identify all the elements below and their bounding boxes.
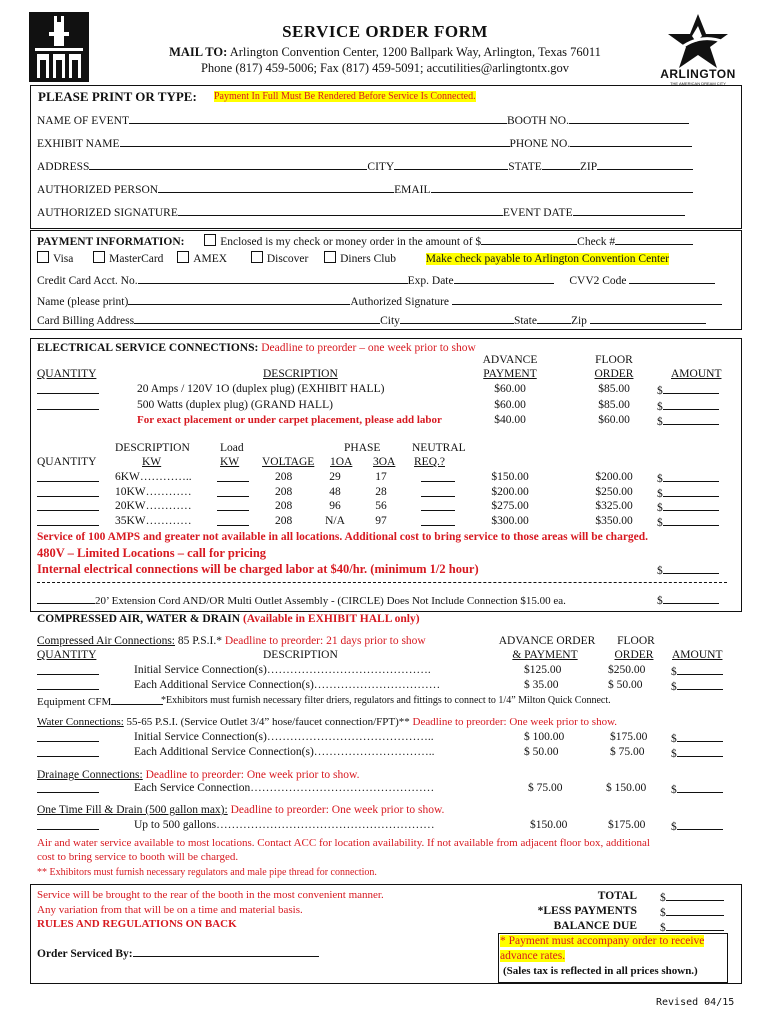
- authorized-person-label: AUTHORIZED PERSON: [37, 184, 159, 196]
- fill-line: [37, 804, 444, 816]
- less-payments-label: *LESS PAYMENTS: [537, 905, 637, 917]
- billing-zip-field[interactable]: [590, 313, 706, 324]
- dashed-divider: [37, 582, 727, 583]
- email-label: EMAIL: [394, 184, 431, 196]
- kw-neutral: [421, 486, 455, 500]
- drain-adv: $ 75.00: [528, 782, 563, 794]
- form-title: SERVICE ORDER FORM: [282, 22, 488, 41]
- air-amt-field[interactable]: [677, 664, 723, 675]
- note-100amp: Service of 100 AMPS and greater not available in all locations. Additional cost to bring service to those areas will be charged.: [37, 531, 649, 543]
- air-desc: Initial Service Connection(s)…………………………………….: [134, 664, 431, 676]
- payment-accompany-1: * Payment must accompany order to receive: [500, 935, 705, 947]
- cfm-note: *Exhibitors must furnish necessary filter driers, regulators and fittings to connect to 1/4” Milton Quick Connect.: [161, 695, 611, 706]
- city-field[interactable]: [394, 159, 508, 170]
- state-label: STATE: [508, 161, 542, 173]
- ext-amt-field[interactable]: [663, 593, 719, 604]
- elec-amt-sign: $: [657, 416, 663, 428]
- air-note-1: Air and water service available to most locations. Contact ACC for location availability. If not available from adjacent floor box, additional: [37, 837, 650, 849]
- water-qty-field[interactable]: [37, 731, 99, 742]
- elec-qty-field[interactable]: [37, 399, 99, 410]
- elec-order-head: ORDER: [594, 368, 634, 380]
- enclosed-amount-field[interactable]: [481, 234, 577, 245]
- note-480v: 480V – Limited Locations – call for pricing: [37, 546, 267, 560]
- water-amt: [671, 731, 723, 745]
- address-field[interactable]: [89, 159, 367, 170]
- exhibit-name-label: EXHIBIT NAME: [37, 138, 120, 150]
- balance-due-label: BALANCE DUE: [553, 920, 637, 932]
- fill-desc: Up to 500 gallons…………………………………………………: [134, 819, 435, 831]
- kw-floor: $350.00: [595, 514, 633, 527]
- elec-qty-field[interactable]: [37, 383, 99, 394]
- kw-3oa-head: 3OA: [373, 456, 396, 468]
- air-desc: Each Additional Service Connection(s)……………………………: [134, 679, 441, 691]
- total-label: TOTAL: [597, 890, 637, 902]
- water-qty: [37, 731, 99, 745]
- air-qty: [37, 664, 99, 678]
- water-amt: [671, 746, 723, 760]
- kw-voltage-head: VOLTAGE: [262, 456, 315, 468]
- kw-qty: [37, 471, 99, 485]
- water-floor: $175.00: [610, 731, 648, 743]
- auth-sig-field[interactable]: [452, 294, 722, 305]
- kw-floor: $200.00: [595, 471, 633, 483]
- kw-adv: $200.00: [491, 485, 529, 498]
- address-label: ADDRESS: [37, 161, 90, 173]
- air-header: [37, 613, 420, 625]
- serviced-by-field[interactable]: [133, 946, 319, 957]
- elec-row-1: [37, 399, 99, 413]
- elec-adv: $60.00: [494, 399, 526, 411]
- visa-checkbox[interactable]: [37, 251, 49, 263]
- address-row: [37, 159, 693, 173]
- kw-size: 35KW…………: [115, 514, 192, 527]
- kw-load-field[interactable]: [217, 486, 249, 497]
- kw-phase-3: 17: [375, 471, 387, 483]
- revised-date: Revised 04/15: [656, 997, 735, 1008]
- payment-notice: Payment In Full Must Be Rendered Before Service Is Connected.: [214, 91, 476, 102]
- kw-neutral-field[interactable]: [421, 471, 455, 482]
- payment-row-5: [37, 313, 706, 327]
- state-field[interactable]: [542, 159, 580, 170]
- logo-text: ARLINGTON: [660, 67, 736, 81]
- elec-amt-sign: $: [657, 401, 663, 413]
- payment-accompany-2: advance rates.: [500, 950, 566, 962]
- electrical-header: [37, 342, 476, 354]
- kw-phase-3: 97: [375, 514, 387, 527]
- zip-field[interactable]: [597, 159, 693, 170]
- kw-size: 20KW…………: [115, 500, 192, 512]
- drain-amt-sign: $: [671, 784, 677, 796]
- payment-row-4: [37, 294, 722, 308]
- fill-amt-sign: $: [671, 821, 677, 833]
- kw-amt: [657, 486, 719, 500]
- air-label: Compressed Air Connections:: [37, 635, 175, 647]
- kw-neutral-head: NEUTRAL: [412, 442, 466, 454]
- kw-loadkw-head: KW: [220, 456, 240, 468]
- kw-qty-field[interactable]: [37, 471, 99, 482]
- air-quantity-head: QUANTITY: [37, 649, 97, 661]
- kw-amt-sign: $: [657, 502, 663, 514]
- payment-row-3: [37, 273, 715, 287]
- mail-to-line: [0, 45, 770, 60]
- billing-city-label: City: [380, 315, 400, 327]
- balance-dollar: $: [660, 922, 666, 934]
- rear-note: Service will be brought to the rear of the booth in the most convenient manner.: [37, 889, 384, 901]
- elec-floor-head: FLOOR: [595, 354, 633, 366]
- water-desc-row: Initial Service Connection(s)……………………………………..: [134, 731, 434, 743]
- labor-amt-sign: $: [657, 565, 663, 577]
- elec-adv: $40.00: [494, 414, 526, 426]
- cfm-field[interactable]: [111, 694, 163, 705]
- kw-phase-1: N/A: [325, 514, 345, 527]
- kw-req-head: REQ.?: [414, 456, 445, 468]
- air-amt-sign: $: [671, 681, 677, 693]
- fill-amt-field[interactable]: [677, 819, 723, 830]
- ext-cord-desc: 20’ Extension Cord AND/OR Multi Outlet Assembly - (CIRCLE) Does Not Include Connection $15.00 ea.: [95, 595, 566, 607]
- kw-amt: [657, 515, 719, 529]
- less-payments-field[interactable]: [666, 905, 724, 916]
- kw-load-field[interactable]: [217, 515, 249, 526]
- kw-floor: $325.00: [595, 500, 633, 512]
- mastercard-checkbox[interactable]: [93, 251, 105, 263]
- air-psi: 85 P.S.I.*: [177, 635, 222, 647]
- event-date-field[interactable]: [573, 205, 685, 216]
- kw-1oa-head: 1OA: [330, 456, 353, 468]
- air-qty-field[interactable]: [37, 664, 99, 675]
- drain-qty-field[interactable]: [37, 782, 99, 793]
- contact-line: Phone (817) 459-5006; Fax (817) 459-5091; accutilities@arlingtontx.gov: [200, 61, 570, 75]
- drain-deadline: Deadline to preorder: One week prior to show.: [145, 769, 360, 781]
- air-amount-head: AMOUNT: [672, 649, 723, 661]
- elec-quantity-head: QUANTITY: [37, 368, 97, 380]
- kw-size: 10KW…………: [115, 485, 192, 498]
- diners-checkbox[interactable]: [324, 251, 336, 263]
- kw-size: 6KW…………..: [115, 471, 192, 483]
- air-amt-field[interactable]: [677, 679, 723, 690]
- print-label: PLEASE PRINT OR TYPE:: [38, 89, 197, 104]
- exhibit-name-field[interactable]: [120, 136, 510, 147]
- air-payment-head: & PAYMENT: [512, 649, 578, 661]
- air-deadline: Deadline to preorder: 21 days prior to show: [224, 635, 426, 647]
- cc-acct-label: Credit Card Acct. No.: [37, 275, 138, 287]
- water-adv: $ 50.00: [524, 746, 559, 758]
- sales-tax-note: (Sales tax is reflected in all prices shown.): [503, 965, 698, 977]
- elec-advance-head: ADVANCE: [482, 354, 538, 366]
- name-of-event-field[interactable]: [129, 113, 507, 124]
- visa-label: Visa: [53, 253, 74, 265]
- kw-qty: [37, 500, 99, 514]
- name-print-field[interactable]: [128, 294, 350, 305]
- check-no-field[interactable]: [615, 234, 693, 245]
- elec-amt-field[interactable]: [663, 414, 719, 425]
- elec-amt-field[interactable]: [663, 399, 719, 410]
- drain-line: [37, 769, 359, 781]
- drain-amt-field[interactable]: [677, 782, 723, 793]
- name-of-event-row: [37, 113, 689, 127]
- check-no-label: Check #: [577, 236, 616, 248]
- kw-load-field[interactable]: [217, 500, 249, 511]
- air-adv-order-head: ADVANCE ORDER: [498, 635, 596, 647]
- enclosed-checkbox[interactable]: [204, 234, 216, 246]
- kw-amt: [657, 471, 719, 485]
- billing-state-field[interactable]: [537, 313, 571, 324]
- air-floor-head: FLOOR: [617, 635, 655, 647]
- payment-row-2: [37, 251, 669, 265]
- discover-label: Discover: [266, 253, 309, 265]
- kw-neutral-field[interactable]: [421, 500, 455, 511]
- water-qty-field[interactable]: [37, 746, 99, 757]
- water-desc: 55-65 P.S.I. (Service Outlet 3/4” hose/faucet connection/FPT)**: [126, 716, 410, 728]
- elec-description-head: DESCRIPTION: [263, 368, 338, 380]
- kw-qty-field[interactable]: [37, 515, 99, 526]
- kw-qty: [37, 486, 99, 500]
- fill-adv: $150.00: [530, 819, 568, 831]
- kw-neutral-field[interactable]: [421, 486, 455, 497]
- name-print-label: Name (please print): [37, 296, 129, 308]
- elec-desc: 20 Amps / 120V 1O (duplex plug) (EXHIBIT HALL): [137, 383, 385, 395]
- air-connection-line: [37, 635, 426, 647]
- kw-amt-sign: $: [657, 487, 663, 500]
- less-dollar: $: [660, 907, 666, 919]
- kw-adv: $300.00: [491, 514, 529, 527]
- kw-phase-1: 48: [329, 485, 341, 498]
- variation-note: Any variation from that will be on a time and material basis.: [37, 904, 303, 916]
- total-dollar: $: [660, 892, 666, 904]
- billing-city-field[interactable]: [400, 313, 514, 324]
- kw-voltage: 208: [275, 500, 293, 512]
- water-deadline: Deadline to preorder: One week prior to show.: [412, 716, 618, 728]
- enclosed-label: Enclosed is my check or money order in the amount of $: [220, 236, 482, 248]
- elec-payment-head: PAYMENT: [483, 368, 537, 380]
- discover-checkbox[interactable]: [251, 251, 263, 263]
- auth-sig-label: Authorized Signature: [350, 296, 450, 308]
- amex-checkbox[interactable]: [177, 251, 189, 263]
- water-adv: $ 100.00: [524, 731, 565, 743]
- water-amt-sign: $: [671, 733, 677, 745]
- exp-date-field[interactable]: [454, 273, 554, 284]
- kw-amt-sign: $: [657, 473, 663, 485]
- kw-load-head: Load: [220, 442, 244, 454]
- cc-acct-field[interactable]: [138, 273, 408, 284]
- air-qty: [37, 679, 99, 693]
- payment-info-label: PAYMENT INFORMATION:: [37, 236, 185, 248]
- air-note-3: ** Exhibitors must furnish necessary regulators and male pipe thread for connection.: [37, 867, 377, 878]
- cvv-field[interactable]: [629, 273, 715, 284]
- air-amt: [671, 664, 723, 678]
- payable-note: Make check payable to Arlington Convention Center: [425, 253, 670, 265]
- water-label: Water Connections:: [37, 716, 124, 728]
- ext-amt-sign: $: [657, 595, 663, 607]
- rules-note: RULES AND REGULATIONS ON BACK: [37, 918, 237, 930]
- phone-no-field[interactable]: [570, 136, 692, 147]
- kw-qty-field[interactable]: [37, 500, 99, 511]
- serviced-by-label: Order Serviced By:: [37, 948, 133, 960]
- air-floor: $ 50.00: [608, 679, 643, 691]
- balance-due-field[interactable]: [666, 920, 724, 931]
- elec-floor: $85.00: [598, 399, 630, 411]
- kw-amt-field[interactable]: [663, 500, 719, 511]
- exp-date-label: Exp. Date: [407, 275, 454, 287]
- air-floor: $250.00: [608, 664, 646, 676]
- kw-load-field[interactable]: [217, 471, 249, 482]
- diners-label: Diners Club: [340, 253, 396, 265]
- electrical-deadline: Deadline to preorder – one week prior to show: [261, 342, 476, 354]
- arlington-logo: [656, 12, 740, 88]
- elec-floor: $60.00: [598, 414, 630, 426]
- water-qty: [37, 746, 99, 760]
- kw-floor: $250.00: [595, 485, 633, 498]
- fill-qty-field[interactable]: [37, 819, 99, 830]
- city-label: CITY: [367, 161, 395, 173]
- drain-label: Drainage Connections:: [37, 769, 143, 781]
- kw-phase-3: 56: [375, 500, 387, 512]
- authorized-person-row: [37, 182, 693, 196]
- zip-label: ZIP: [579, 161, 598, 173]
- elec-amt-field[interactable]: [663, 383, 719, 394]
- kw-phase-1: 29: [329, 471, 341, 483]
- amex-label: AMEX: [193, 253, 228, 265]
- air-availability: (Available in EXHIBIT HALL only): [242, 613, 420, 625]
- elec-row-0: [37, 383, 99, 397]
- fill-deadline: Deadline to preorder: One week prior to show.: [230, 804, 445, 816]
- authorized-signature-label: AUTHORIZED SIGNATURE: [37, 207, 178, 219]
- ext-cord-qty-field[interactable]: [37, 593, 95, 604]
- kw-voltage: 208: [275, 485, 293, 498]
- booth-no-field[interactable]: [569, 113, 689, 124]
- card-billing-field[interactable]: [134, 313, 380, 324]
- authorized-signature-row: [37, 205, 685, 219]
- elec-adv: $60.00: [494, 383, 526, 395]
- kw-kw-head: KW: [142, 456, 162, 468]
- kw-neutral: [421, 500, 455, 514]
- billing-state-label: State: [513, 315, 537, 327]
- elec-amt-sign: $: [657, 385, 663, 397]
- kw-amt-field[interactable]: [663, 486, 719, 497]
- air-note-2: cost to bring service to booth will be charged.: [37, 851, 239, 863]
- drain-desc: Each Service Connection…………………………………………: [134, 782, 435, 794]
- kw-voltage: 208: [275, 514, 293, 527]
- exhibit-name-row: [37, 136, 692, 150]
- kw-quantity-head: QUANTITY: [37, 456, 97, 468]
- drain-floor: $ 150.00: [606, 782, 647, 794]
- mail-to-label: MAIL TO:: [169, 45, 228, 59]
- kw-amt-field[interactable]: [663, 515, 719, 526]
- kw-load: [217, 500, 249, 514]
- name-of-event-label: NAME OF EVENT: [37, 115, 129, 127]
- kw-amt-sign: $: [657, 516, 663, 529]
- mastercard-label: MasterCard: [109, 253, 164, 265]
- kw-neutral: [421, 515, 455, 529]
- kw-desc-head: DESCRIPTION: [115, 442, 190, 454]
- cvv-label: CVV2 Code: [569, 275, 627, 287]
- kw-neutral-field[interactable]: [421, 515, 455, 526]
- elec-floor: $85.00: [598, 383, 630, 395]
- elec-amount-head: AMOUNT: [671, 368, 722, 380]
- kw-neutral: [421, 471, 455, 485]
- kw-adv: $150.00: [491, 471, 529, 483]
- kw-load: [217, 515, 249, 529]
- email-field[interactable]: [431, 182, 693, 193]
- kw-qty-field[interactable]: [37, 486, 99, 497]
- elec-labor-note: For exact placement or under carpet placement, please add labor: [137, 414, 442, 426]
- event-date-label: EVENT DATE: [502, 207, 573, 219]
- authorized-signature-field[interactable]: [178, 205, 503, 216]
- air-adv: $ 35.00: [524, 679, 559, 691]
- water-line: [37, 716, 617, 728]
- labor-amt-field[interactable]: [663, 563, 719, 574]
- air-adv: $125.00: [524, 664, 562, 676]
- kw-amt-field[interactable]: [663, 471, 719, 482]
- fill-label: One Time Fill & Drain (500 gallon max):: [37, 804, 228, 816]
- cfm-label: Equipment CFM: [37, 696, 112, 708]
- kw-voltage: 208: [275, 471, 293, 483]
- kw-phase-head: PHASE: [344, 442, 381, 454]
- air-order-head: ORDER: [614, 649, 654, 661]
- water-amt-sign: $: [671, 748, 677, 760]
- water-floor: $ 75.00: [610, 746, 645, 758]
- air-description-head: DESCRIPTION: [263, 649, 338, 661]
- air-qty-field[interactable]: [37, 679, 99, 690]
- kw-adv: $275.00: [491, 500, 529, 512]
- elec-desc: 500 Watts (duplex plug) (GRAND HALL): [137, 399, 333, 411]
- card-billing-label: Card Billing Address: [37, 315, 135, 327]
- kw-load: [217, 471, 249, 485]
- authorized-person-field[interactable]: [158, 182, 394, 193]
- mail-address: Arlington Convention Center, 1200 Ballpark Way, Arlington, Texas 76011: [229, 45, 601, 59]
- phone-no-label: PHONE NO.: [509, 138, 571, 150]
- water-desc-row: Each Additional Service Connection(s)…………………………..: [134, 746, 435, 758]
- kw-load: [217, 486, 249, 500]
- booth-no-label: BOOTH NO.: [507, 115, 569, 127]
- payment-row-1: [37, 234, 693, 248]
- kw-phase-1: 96: [329, 500, 341, 512]
- logo-tagline: THE AMERICAN DREAM CITY: [670, 81, 726, 86]
- billing-zip-label: Zip: [570, 315, 587, 327]
- fill-floor: $175.00: [608, 819, 646, 831]
- note-labor: Internal electrical connections will be charged labor at $40/hr. (minimum 1/2 hour): [37, 562, 479, 576]
- air-title: COMPRESSED AIR, WATER & DRAIN: [37, 613, 241, 625]
- kw-phase-3: 28: [375, 485, 387, 498]
- total-field[interactable]: [666, 890, 724, 901]
- kw-qty: [37, 515, 99, 529]
- kw-amt: [657, 500, 719, 514]
- star-logo-icon: [656, 12, 740, 70]
- water-amt-field[interactable]: [677, 731, 723, 742]
- electrical-title: ELECTRICAL SERVICE CONNECTIONS:: [37, 342, 259, 354]
- air-amt: [671, 679, 723, 693]
- air-amt-sign: $: [671, 666, 677, 678]
- water-amt-field[interactable]: [677, 746, 723, 757]
